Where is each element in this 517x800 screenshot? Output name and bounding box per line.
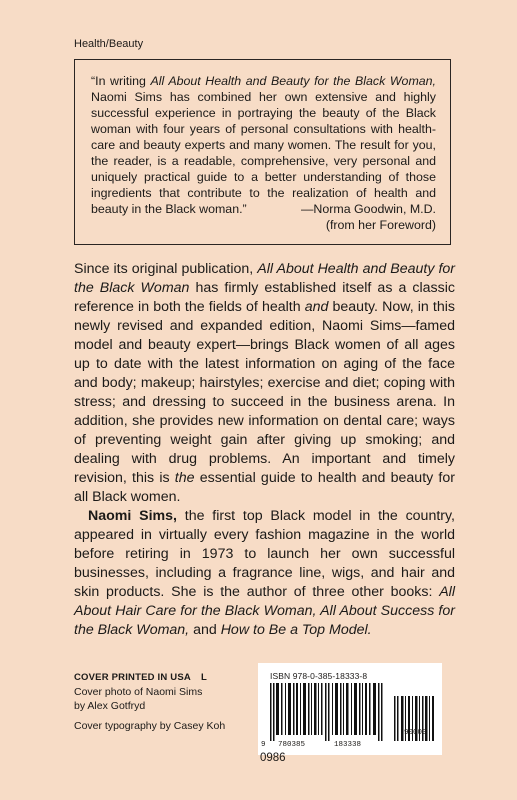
barcode-digit-first: 9 bbox=[261, 741, 266, 749]
author-bio bbox=[74, 507, 455, 640]
barcode-icon bbox=[266, 683, 388, 741]
author-text: the first top Black model in the country, appeared in virtually every fashion magazine in the world before retiring in 1973 to launch her own successful businesses, including a fragrance line, wigs, and hair and skin products. She is the author of three other books: bbox=[74, 508, 455, 600]
desc-and: and bbox=[304, 299, 329, 315]
printed-in-label: COVER PRINTED IN USA bbox=[74, 672, 191, 683]
quote-attribution-note: (from her Foreword) bbox=[325, 218, 436, 232]
quote-book-title: All About Health and Beauty for the Black Woman, bbox=[150, 74, 436, 88]
author-name: Naomi Sims, bbox=[88, 508, 177, 524]
printed-code: L bbox=[200, 672, 207, 683]
quote-attribution: —Norma Goodwin, M.D. bbox=[301, 202, 436, 216]
desc-part-2: has firmly established itself as a classic reference in both the fields of health bbox=[74, 280, 455, 315]
isbn-barcode bbox=[258, 663, 442, 755]
book-code: 0986 bbox=[260, 752, 286, 764]
quote-text bbox=[91, 73, 436, 217]
typography-credit: Cover typography by Casey Koh bbox=[74, 720, 226, 732]
quote-text-body: Naomi Sims has combined her own extensive and highly successful experience in portraying the beauty of the Black woman with four years of personal consultations with health-care and beauty experts and many women. The result for you, the reader, is a readable, comprehensive, very personal and uniquely practical guide to a better understanding of those ingredients that contribute to the realization of health and beauty in the Black woman.” bbox=[91, 90, 436, 216]
photo-credit-line-2: by Alex Gotfryd bbox=[74, 700, 146, 712]
author-books-1: All About Hair Care for the Black Woman, All About Success for the Black Woman, bbox=[74, 584, 455, 638]
book-description bbox=[74, 260, 455, 507]
desc-the: the bbox=[174, 470, 195, 486]
author-and: and bbox=[189, 622, 221, 638]
desc-book-title: All About Health and Beauty for the Black Woman bbox=[74, 261, 455, 296]
photo-credit-line-1: Cover photo of Naomi Sims bbox=[74, 686, 203, 698]
category-label: Health/Beauty bbox=[74, 38, 144, 50]
barcode-digits-left: 780385 bbox=[278, 741, 306, 749]
quote-text-start: “In writing bbox=[91, 74, 151, 88]
isbn-number: ISBN 978-0-385-18333-8 bbox=[270, 671, 368, 681]
price-code: 90000 bbox=[404, 729, 427, 737]
cover-credits bbox=[74, 670, 225, 733]
desc-part-1: Since its original publication, bbox=[74, 261, 258, 277]
author-books-2: How to Be a Top Model. bbox=[220, 622, 372, 638]
desc-part-3: beauty. Now, in this newly revised and expanded edition, Naomi Sims—famed model and beauty expert—brings Black women of all ages up to date with the latest information on aging of the face and body; makeup; hairstyles; exercise and diet; coping with stress; and dressing to succeed in the business arena. In addition, she provides new information on dental care; ways of preventing weight gain after giving up smoking; and dealing with drug problems. An important and timely revision, this is bbox=[74, 299, 455, 486]
desc-part-4: essential guide to health and beauty for all Black women. bbox=[74, 470, 455, 505]
barcode-digits-right: 183338 bbox=[334, 741, 362, 749]
foreword-quote-box bbox=[74, 59, 451, 245]
